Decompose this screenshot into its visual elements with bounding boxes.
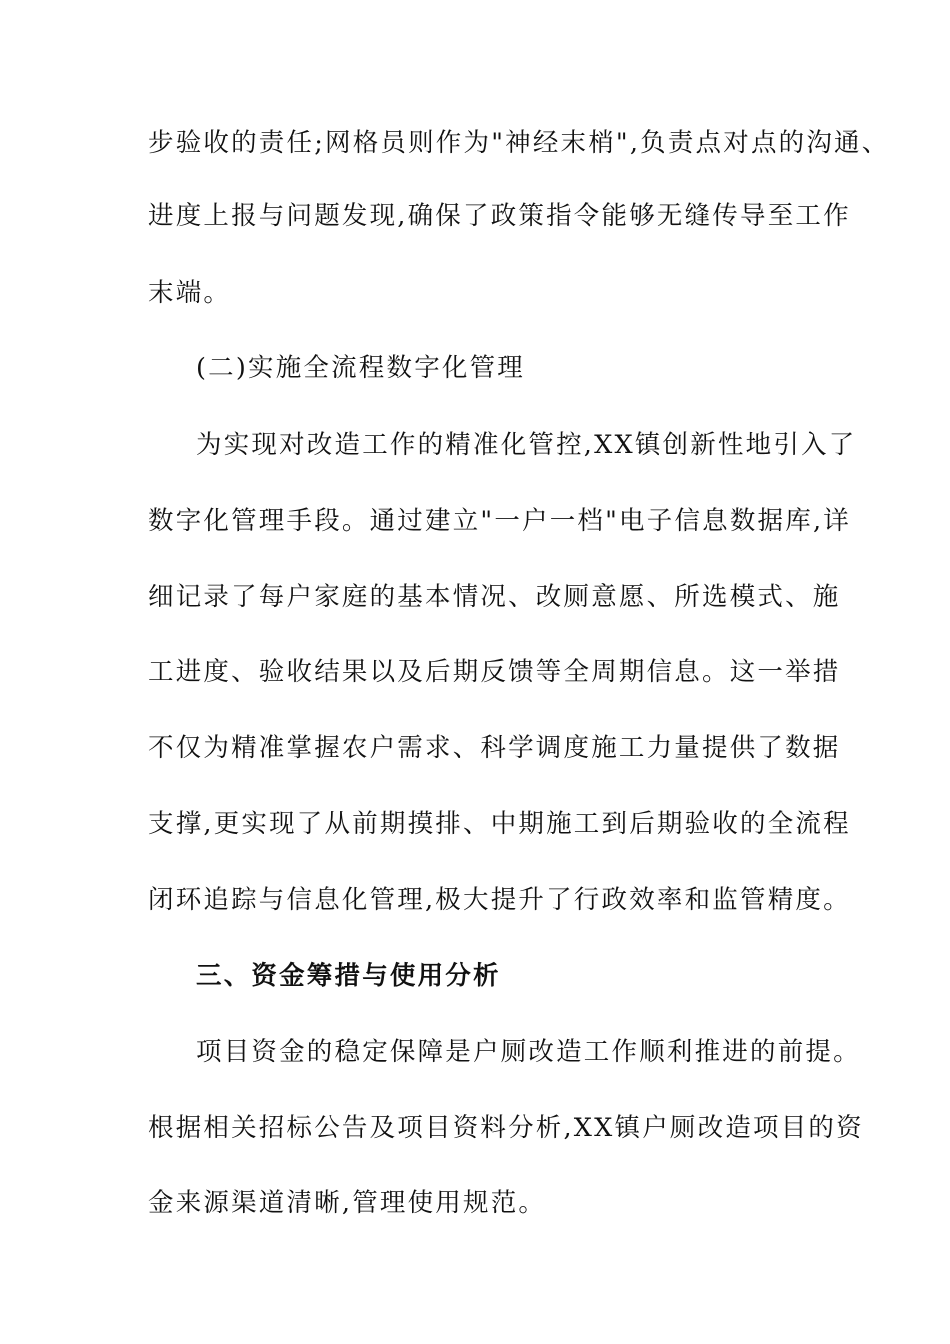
body-text-line: 步验收的责任;网格员则作为"神经末梢",负责点对点的沟通、 — [148, 128, 890, 158]
section-heading-funding: 三、资金筹措与使用分析 — [196, 961, 501, 991]
body-text-line: 金来源渠道清晰,管理使用规范。 — [148, 1188, 547, 1218]
body-text-line: 根据相关招标公告及项目资料分析,XX镇户厕改造项目的资 — [148, 1113, 864, 1143]
body-text-line: 进度上报与问题发现,确保了政策指令能够无缝传导至工作 — [148, 201, 851, 231]
body-text-line: 为实现对改造工作的精准化管控,XX镇创新性地引入了 — [196, 430, 857, 460]
body-text-line: 细记录了每户家庭的基本情况、改厕意愿、所选模式、施 — [148, 582, 841, 612]
body-text-line: 工进度、验收结果以及后期反馈等全周期信息。这一举措 — [148, 657, 841, 687]
body-text-line: 不仅为精准掌握农户需求、科学调度施工力量提供了数据 — [148, 733, 841, 763]
body-text-line: 项目资金的稳定保障是户厕改造工作顺利推进的前提。 — [196, 1037, 861, 1067]
subheading-digital-management: (二)实施全流程数字化管理 — [196, 353, 525, 383]
body-text-line: 支撑,更实现了从前期摸排、中期施工到后期验收的全流程 — [148, 809, 851, 839]
body-text-line: 末端。 — [148, 278, 232, 308]
body-text-line: 数字化管理手段。通过建立"一户一档"电子信息数据库,详 — [148, 506, 851, 536]
body-text-line: 闭环追踪与信息化管理,极大提升了行政效率和监管精度。 — [148, 885, 851, 915]
